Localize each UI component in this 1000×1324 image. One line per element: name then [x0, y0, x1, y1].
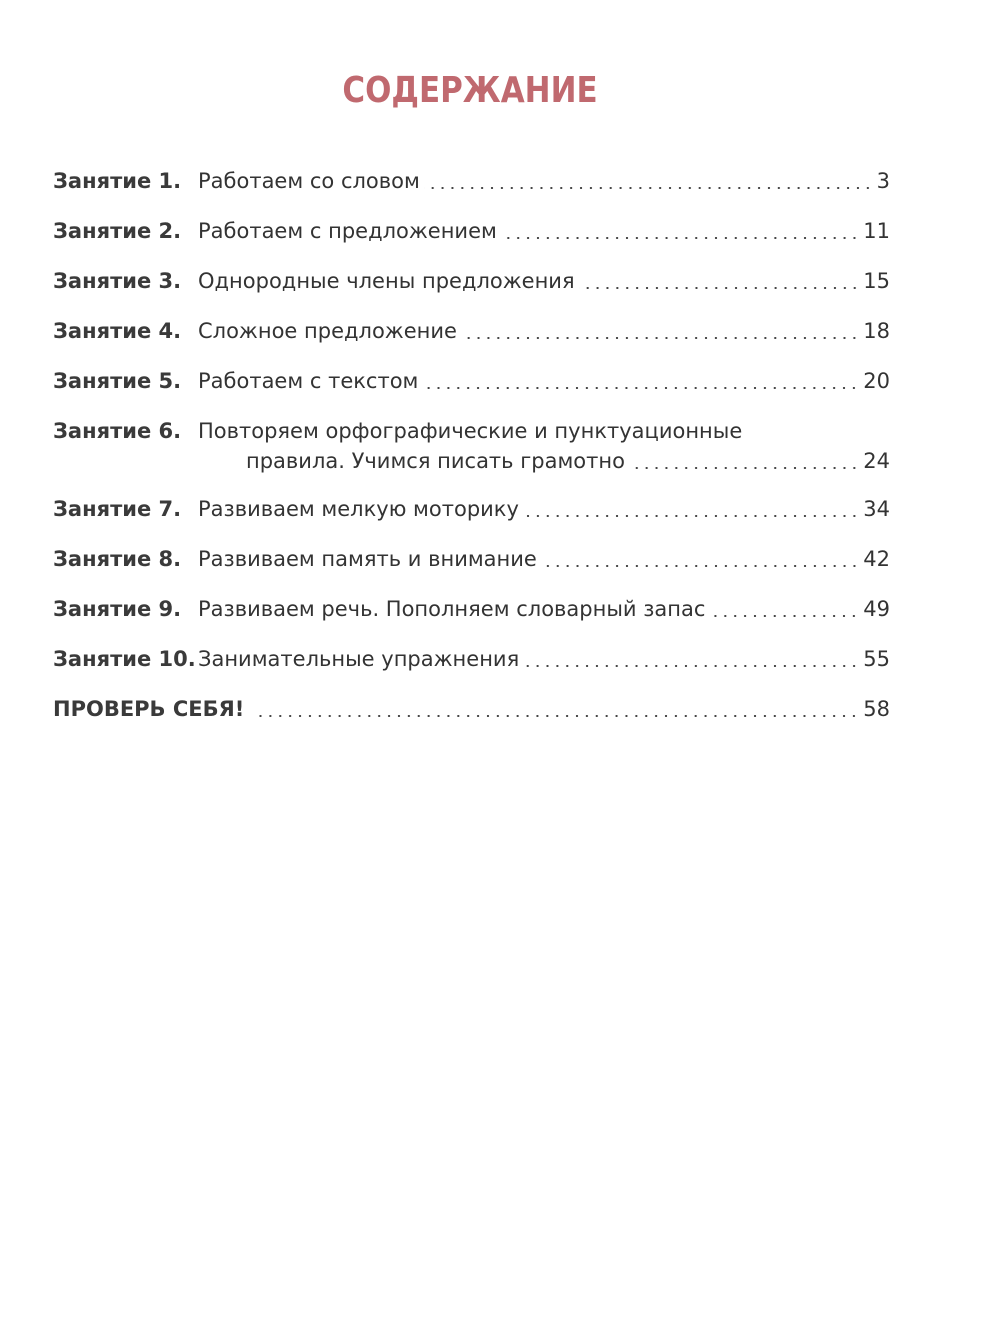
lesson-number: Занятие 8. [53, 547, 182, 571]
page-title: СОДЕРЖАНИЕ [342, 70, 598, 111]
lesson-title: Сложное предложение [198, 319, 457, 343]
dot-leader [629, 467, 859, 469]
page-number: 34 [863, 497, 890, 521]
lesson-number: Занятие 5. [53, 369, 182, 393]
page-number: 58 [863, 697, 890, 721]
dot-leader [424, 187, 873, 189]
toc-entry[interactable] [53, 544, 890, 574]
page-number: 15 [863, 269, 890, 293]
lesson-number: Занятие 10. [53, 647, 196, 671]
lesson-number: Занятие 6. [53, 419, 182, 443]
toc-entry-check-yourself[interactable] [53, 694, 890, 724]
page-number: 24 [863, 449, 890, 473]
dot-leader [579, 287, 860, 289]
lesson-number: Занятие 1. [53, 169, 182, 193]
toc-entry[interactable] [53, 366, 890, 396]
lesson-title: Работаем с предложением [198, 219, 497, 243]
lesson-title: Работаем с текстом [198, 369, 419, 393]
toc-entry[interactable] [53, 266, 890, 296]
check-yourself-label: ПРОВЕРЬ СЕБЯ! [53, 697, 245, 721]
lesson-title: Развиваем речь. Пополняем словарный запас [198, 597, 706, 621]
toc-entry[interactable] [53, 316, 890, 346]
page-number: 42 [863, 547, 890, 571]
lesson-title: Повторяем орфографические и пунктуационные [198, 419, 743, 443]
page-number: 11 [863, 219, 890, 243]
page-number: 55 [863, 647, 890, 671]
toc-entry[interactable] [53, 216, 890, 246]
page-number: 49 [863, 597, 890, 621]
dot-leader [523, 515, 859, 517]
dot-leader [258, 715, 859, 717]
lesson-title: Развиваем мелкую моторику [198, 497, 519, 521]
page-number: 18 [863, 319, 890, 343]
lesson-number: Занятие 7. [53, 497, 182, 521]
lesson-title: Однородные члены предложения [198, 269, 575, 293]
dot-leader [541, 565, 859, 567]
lesson-title-continuation: правила. Учимся писать грамотно [246, 449, 625, 473]
lesson-title: Работаем со словом [198, 169, 420, 193]
toc-entry[interactable] [53, 594, 890, 624]
dot-leader [461, 337, 859, 339]
toc-entry[interactable] [53, 644, 890, 674]
lesson-title: Занимательные упражнения [198, 647, 520, 671]
page-number: 20 [863, 369, 890, 393]
dot-leader [501, 237, 859, 239]
dot-leader [523, 665, 859, 667]
page-number: 3 [876, 169, 890, 193]
lesson-title: Развиваем память и внимание [198, 547, 537, 571]
lesson-number: Занятие 2. [53, 219, 182, 243]
dot-leader [709, 615, 859, 617]
lesson-number: Занятие 9. [53, 597, 182, 621]
toc-entry[interactable] [53, 494, 890, 524]
lesson-number: Занятие 4. [53, 319, 182, 343]
lesson-number: Занятие 3. [53, 269, 182, 293]
toc-entry[interactable] [53, 166, 890, 196]
dot-leader [422, 387, 859, 389]
toc-entry[interactable] [53, 416, 890, 476]
